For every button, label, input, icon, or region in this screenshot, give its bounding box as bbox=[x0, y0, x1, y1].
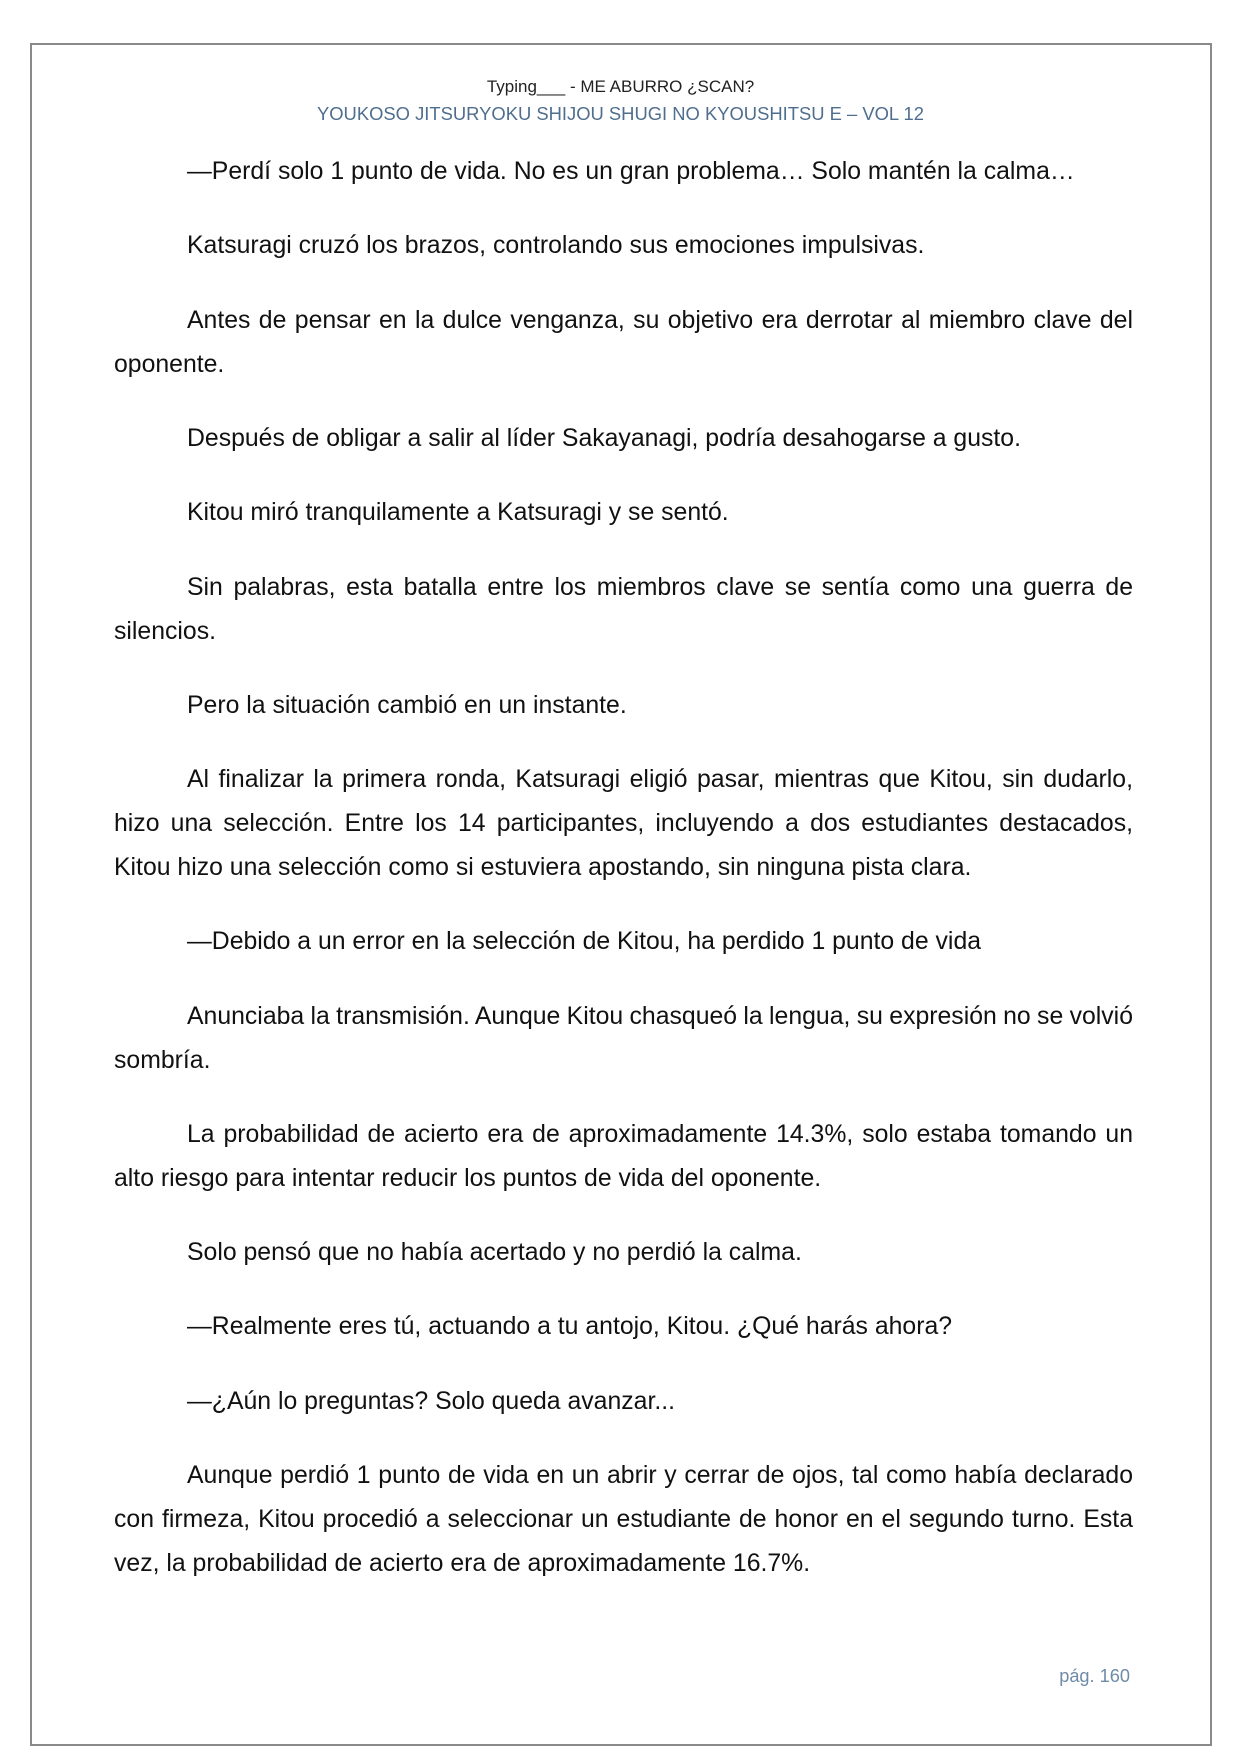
text-line: Kitou miró tranquilamente a Katsuragi y se sentó. bbox=[187, 499, 729, 527]
paragraph bbox=[114, 1231, 1133, 1275]
paragraph bbox=[114, 684, 1133, 728]
paragraph bbox=[114, 758, 1133, 889]
paragraph bbox=[114, 1380, 1133, 1424]
paragraph bbox=[114, 299, 1133, 387]
text-line: alto riesgo para intentar reducir los puntos de vida del oponente. bbox=[114, 1164, 822, 1192]
text-line: Antes de pensar en la dulce venganza, su objetivo era derrotar al miembro clave del bbox=[187, 306, 1133, 334]
text-line: —Debido a un error en la selección de Kitou, ha perdido 1 punto de vida bbox=[187, 928, 982, 956]
paragraph bbox=[114, 1454, 1133, 1585]
paragraph bbox=[114, 920, 1133, 964]
paragraph bbox=[114, 150, 1133, 194]
text-line: —Realmente eres tú, actuando a tu antojo, Kitou. ¿Qué harás ahora? bbox=[187, 1313, 953, 1341]
text-line: Anunciaba la transmisión. Aunque Kitou chasqueó la lengua, su expresión no se volvió bbox=[187, 1002, 1133, 1030]
paragraph bbox=[114, 1305, 1133, 1349]
text-line: —Perdí solo 1 punto de vida. No es un gran problema… Solo mantén la calma… bbox=[187, 158, 1075, 185]
text-line: La probabilidad de acierto era de aproximadamente 14.3%, solo estaba tomando un bbox=[187, 1120, 1133, 1148]
text-line: Solo pensó que no había acertado y no perdió la calma. bbox=[187, 1239, 802, 1267]
text-line: Aunque perdió 1 punto de vida en un abrir y cerrar de ojos, tal como había declarado bbox=[187, 1462, 1133, 1490]
text-line: silencios. bbox=[114, 617, 216, 645]
text-line: Al finalizar la primera ronda, Katsuragi eligió pasar, mientras que Kitou, sin dudarlo, bbox=[187, 766, 1133, 794]
paragraph bbox=[114, 417, 1133, 461]
text-line: hizo una selección. Entre los 14 participantes, incluyendo a dos estudiantes destacados, bbox=[114, 810, 1133, 838]
text-line: sombría. bbox=[114, 1046, 211, 1074]
running-header-title: YOUKOSO JITSURYOKU SHIJOU SHUGI NO KYOUSHITSU E – VOL 12 bbox=[316, 103, 925, 124]
text-line: Pero la situación cambió en un instante. bbox=[187, 691, 627, 719]
paragraph bbox=[114, 995, 1133, 1083]
page-number: pág. 160 bbox=[1059, 1666, 1130, 1686]
body-text bbox=[114, 150, 1133, 1586]
text-line: Sin palabras, esta batalla entre los miembros clave se sentía como una guerra de bbox=[187, 573, 1133, 601]
text-line: con firmeza, Kitou procedió a seleccionar un estudiante de honor en el segundo turno. Esta bbox=[114, 1506, 1133, 1534]
text-line: —¿Aún lo preguntas? Solo queda avanzar... bbox=[187, 1387, 675, 1415]
text-line: Kitou hizo una selección como si estuviera apostando, sin ninguna pista clara. bbox=[114, 853, 972, 881]
text-line: Katsuragi cruzó los brazos, controlando sus emociones impulsivas. bbox=[187, 232, 925, 260]
running-header-credit: Typing___ - ME ABURRO ¿SCAN? bbox=[486, 77, 755, 96]
text-line: Después de obligar a salir al líder Sakayanagi, podría desahogarse a gusto. bbox=[187, 424, 1021, 452]
text-line: oponente. bbox=[114, 350, 225, 378]
paragraph bbox=[114, 224, 1133, 268]
paragraph bbox=[114, 566, 1133, 654]
paragraph bbox=[114, 491, 1133, 535]
text-line: vez, la probabilidad de acierto era de aproximadamente 16.7%. bbox=[114, 1549, 811, 1577]
paragraph bbox=[114, 1113, 1133, 1201]
